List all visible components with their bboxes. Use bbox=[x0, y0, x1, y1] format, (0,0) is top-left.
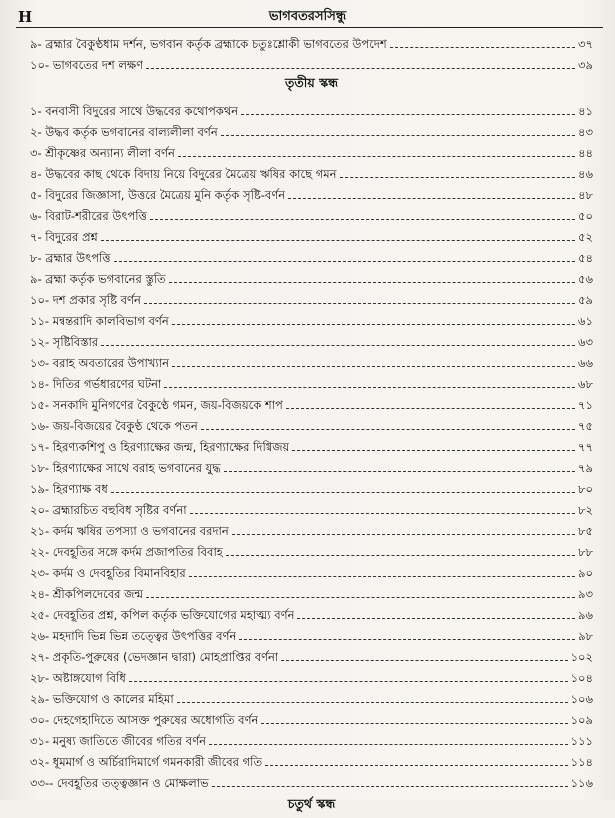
next-section-heading: চতুর্থ স্কন্ধ bbox=[287, 795, 336, 811]
toc-entry-page: ৭১ bbox=[578, 398, 593, 412]
toc-entry bbox=[30, 538, 593, 559]
toc-entry-page: ৪১ bbox=[578, 104, 593, 118]
toc-entry bbox=[30, 412, 593, 433]
section-heading: তৃতীয় স্কন্ধ bbox=[285, 74, 338, 90]
toc-entry-title: ৭- বিদুরের প্রশ্ন bbox=[30, 230, 98, 244]
leader-dots bbox=[221, 135, 575, 136]
toc-entry bbox=[30, 265, 593, 286]
toc-entry-title: ১৫- সনকাদি মুনিগণের বৈকুণ্ঠে গমন, জয়-বিজয়কে শাপ bbox=[30, 398, 283, 412]
toc-entry bbox=[30, 475, 593, 496]
leader-dots bbox=[265, 765, 568, 766]
toc-entry-title: ৯- ব্রহ্মার বৈকুণ্ঠধাম দর্শন, ভগবান কর্তৃক ব্রহ্মাকে চতুঃশ্লোকী ভাগবতের উপদেশ bbox=[30, 37, 387, 51]
toc-entry-title: ১০- ভাগবতের দশ লক্ষণ bbox=[30, 58, 144, 72]
toc-entry-page: ৫৬ bbox=[578, 272, 593, 286]
toc-entry-page: ৪৮ bbox=[578, 188, 593, 202]
toc-entry-title: ২৬- মহদাদি ভিন্ন ভিন্ন তত্ত্বের উৎপত্তির বর্ণন bbox=[30, 629, 237, 643]
toc-entry-page: ১১৬ bbox=[570, 776, 593, 790]
leader-dots bbox=[101, 240, 575, 241]
leader-dots bbox=[224, 471, 575, 472]
leader-dots bbox=[340, 177, 576, 178]
page-mark: H bbox=[18, 8, 33, 26]
toc-entry-title: ১২- সৃষ্টিবিস্তার bbox=[30, 335, 99, 349]
toc-entry-page: ১০৬ bbox=[570, 692, 593, 706]
toc-entry-list bbox=[30, 97, 593, 790]
toc-entry bbox=[30, 559, 593, 580]
leader-dots bbox=[169, 282, 575, 283]
toc-entry-page: ১০৪ bbox=[570, 671, 593, 685]
toc-entry bbox=[30, 328, 593, 349]
leader-dots bbox=[292, 450, 575, 451]
toc-entry bbox=[30, 349, 593, 370]
toc-entry bbox=[30, 139, 593, 160]
toc-entry bbox=[30, 727, 593, 748]
toc-entry-page: ৩৭ bbox=[578, 37, 593, 51]
toc-entry-page: ১০৯ bbox=[570, 713, 593, 727]
toc-entry-title: ১৯- হিরণ্যাক্ষ বধ bbox=[30, 482, 108, 496]
toc-entry-title: ২১- কর্দম ঋষির তপস্যা ও ভগবানের বরদান bbox=[30, 524, 229, 538]
toc-entry-title: ১৮- হিরণ্যাক্ষের সাথে বরাহ ভগবানের যুদ্ধ bbox=[30, 461, 221, 475]
toc-entry bbox=[30, 286, 593, 307]
toc-entry-page: ৫৪ bbox=[578, 251, 593, 265]
toc-entry bbox=[30, 181, 593, 202]
toc-entry-title: ৬- বিরাট-শরীরের উৎপত্তি bbox=[30, 209, 147, 223]
toc-entry bbox=[30, 496, 593, 517]
toc-entry bbox=[30, 685, 593, 706]
toc-entry bbox=[30, 307, 593, 328]
leader-dots bbox=[111, 492, 575, 493]
leader-dots bbox=[212, 786, 568, 787]
toc-entry-title: ১৪- দিতির গর্ভধারণের ঘটনা bbox=[30, 377, 162, 391]
toc-entry bbox=[30, 244, 593, 265]
toc-entry bbox=[30, 118, 593, 139]
toc-entry bbox=[30, 97, 593, 118]
toc-entry-page: ৫৯ bbox=[578, 293, 593, 307]
toc-entry bbox=[30, 601, 593, 622]
toc-entry-title: ২৮- অষ্টাঙ্গযোগ বিধি bbox=[30, 671, 126, 685]
leader-dots bbox=[172, 324, 575, 325]
toc-entry-page: ৬৮ bbox=[578, 377, 593, 391]
leader-dots bbox=[146, 597, 575, 598]
toc-entry-title: ২৭- প্রকৃতি-পুরুষের (ভেদজ্ঞান দ্বারা) মোহপ্রাপ্তির বর্ণনা bbox=[30, 650, 279, 664]
toc-entry bbox=[30, 769, 593, 790]
table-of-contents bbox=[30, 30, 593, 811]
toc-entry-title: ১৭- হিরণ্যকশিপু ও হিরণ্যাক্ষের জন্ম, হিরণ্যাক্ষের দিগ্বিজয় bbox=[30, 440, 290, 454]
toc-entry-title: ২- উদ্ধব কর্তৃক ভগবানের বাল্যলীলা বর্ণন bbox=[30, 125, 218, 139]
toc-entry-title: ১০- দশ প্রকার সৃষ্টি বর্ণন bbox=[30, 293, 141, 307]
toc-entry-title: ২৪- শ্রীকপিলদেবের জন্ম bbox=[30, 587, 144, 601]
leader-dots bbox=[146, 68, 575, 69]
leader-dots bbox=[114, 261, 576, 262]
header-rule bbox=[16, 27, 603, 28]
toc-entry-page: ৪৪ bbox=[578, 146, 593, 160]
running-title: ভাগবতরসসিন্ধু bbox=[268, 9, 347, 24]
toc-entry-page: ১০২ bbox=[570, 650, 593, 664]
toc-entry-page: ৭৫ bbox=[578, 419, 593, 433]
toc-entry-title: ২৩- কর্দম ও দেবহূতির বিমানবিহার bbox=[30, 566, 186, 580]
leader-dots bbox=[226, 555, 575, 556]
leader-dots bbox=[189, 576, 575, 577]
leader-dots bbox=[164, 387, 575, 388]
leader-dots bbox=[172, 366, 575, 367]
toc-entry-page: ৩৯ bbox=[578, 58, 593, 72]
page-header bbox=[0, 0, 615, 28]
toc-entry bbox=[30, 706, 593, 727]
toc-entry-title: ২০- ব্রহ্মারচিত বহুবিধ সৃষ্টির বর্ণনা bbox=[30, 503, 187, 517]
toc-entry-title: ৩১- মনুষ্য জাতিতে জীবের গতির বর্ণন bbox=[30, 734, 207, 748]
toc-entry-page: ৯৮ bbox=[578, 629, 593, 643]
leader-dots bbox=[101, 345, 575, 346]
toc-entry-page: ৭৭ bbox=[578, 440, 593, 454]
leader-dots bbox=[261, 723, 567, 724]
toc-entry-page: ৪৬ bbox=[578, 167, 593, 181]
toc-entry bbox=[30, 391, 593, 412]
leader-dots bbox=[232, 534, 575, 535]
toc-entry-page: ৬৬ bbox=[578, 356, 593, 370]
toc-entry-page: ৯৩ bbox=[578, 587, 593, 601]
toc-entry-page: ৯০ bbox=[578, 566, 593, 580]
toc-entry bbox=[30, 160, 593, 181]
leader-dots bbox=[150, 219, 575, 220]
toc-entry bbox=[30, 454, 593, 475]
leader-dots bbox=[390, 47, 575, 48]
toc-entry-page: ৫২ bbox=[578, 230, 593, 244]
toc-entry-page: ৭৯ bbox=[578, 461, 593, 475]
toc-entry-title: ২২- দেবহূতির সঙ্গে কর্দম প্রজাপতির বিবাহ bbox=[30, 545, 223, 559]
leader-dots bbox=[297, 618, 575, 619]
leader-dots bbox=[178, 156, 575, 157]
toc-entry-page: ৬৩ bbox=[578, 335, 593, 349]
leader-dots bbox=[288, 198, 575, 199]
leader-dots bbox=[241, 114, 575, 115]
toc-entry bbox=[30, 622, 593, 643]
toc-entry bbox=[30, 580, 593, 601]
leader-dots bbox=[144, 303, 575, 304]
toc-entry-page: ১১৪ bbox=[570, 755, 593, 769]
toc-entry-title: ১- বনবাসী বিদুরের সাথে উদ্ধবের কথোপকথন bbox=[30, 104, 239, 118]
toc-entry-title: ১৬- জয়-বিজয়ের বৈকুণ্ঠ থেকে পতন bbox=[30, 419, 198, 433]
toc-entry bbox=[30, 30, 593, 51]
toc-entry-page: ৮৫ bbox=[578, 524, 593, 538]
toc-entry-page: ৮০ bbox=[578, 482, 593, 496]
toc-entry bbox=[30, 664, 593, 685]
leader-dots bbox=[286, 408, 575, 409]
toc-entry bbox=[30, 643, 593, 664]
toc-entry-title: ৩০- দেহগেহাদিতে আসক্ত পুরুষের অধোগতি বর্ণন bbox=[30, 713, 259, 727]
toc-entry-title: ৩২- ধূমমার্গ ও অর্চিরাদিমার্গে গমনকারী জীবের গতি bbox=[30, 755, 263, 769]
toc-entry-page: ৯৬ bbox=[578, 608, 593, 622]
toc-entry-title: ৫- বিদুরের জিজ্ঞাসা, উত্তরে মৈত্রেয় মুনি কর্তৃক সৃষ্টি-বর্ণন bbox=[30, 188, 286, 202]
toc-entry-page: ৬১ bbox=[578, 314, 593, 328]
leader-dots bbox=[177, 702, 568, 703]
toc-entry-title: ৩- শ্রীকৃষ্ণের অন্যান্য লীলা বর্ণন bbox=[30, 146, 175, 160]
toc-entry-title: ৮- ব্রহ্মার উৎপত্তি bbox=[30, 251, 111, 265]
toc-entry-title: ২৫- দেবহূতির প্রশ্ন, কপিল কর্তৃক ভক্তিযোগের মহাত্ম্য বর্ণন bbox=[30, 608, 295, 622]
toc-entry-page: ৮৮ bbox=[578, 545, 593, 559]
toc-entry-title: ১১- মন্বন্তরাদি কালবিভাগ বর্ণন bbox=[30, 314, 169, 328]
toc-entry bbox=[30, 370, 593, 391]
leader-dots bbox=[209, 744, 568, 745]
toc-entry-page: ৪৩ bbox=[578, 125, 593, 139]
toc-entry-title: ২৯- ভক্তিযোগ ও কালের মহিমা bbox=[30, 692, 174, 706]
toc-entry-title: ৪- উদ্ধবের কাছ থেকে বিদায় নিয়ে বিদুরের মৈত্রেয় ঋষির কাছে গমন bbox=[30, 167, 337, 181]
toc-entry bbox=[30, 202, 593, 223]
leader-dots bbox=[281, 660, 567, 661]
toc-entry-page: ১১১ bbox=[570, 734, 593, 748]
toc-entry bbox=[30, 748, 593, 769]
leader-dots bbox=[239, 639, 575, 640]
toc-entry-title: ৩৩-- দেবহূতির তত্ত্বজ্ঞান ও মোক্ষলাভ bbox=[30, 776, 209, 790]
toc-entry bbox=[30, 433, 593, 454]
leader-dots bbox=[129, 681, 568, 682]
toc-entry bbox=[30, 517, 593, 538]
toc-entry bbox=[30, 223, 593, 244]
toc-entry-page: ৮২ bbox=[578, 503, 593, 517]
toc-entry bbox=[30, 51, 593, 72]
leader-dots bbox=[190, 513, 575, 514]
toc-entry-title: ৯- ব্রহ্মা কর্তৃক ভগবানের স্তুতি bbox=[30, 272, 166, 286]
toc-entry-page: ৫০ bbox=[578, 209, 593, 223]
leader-dots bbox=[201, 429, 575, 430]
toc-entry-title: ১৩- বরাহ অবতারের উপাখ্যান bbox=[30, 356, 169, 370]
